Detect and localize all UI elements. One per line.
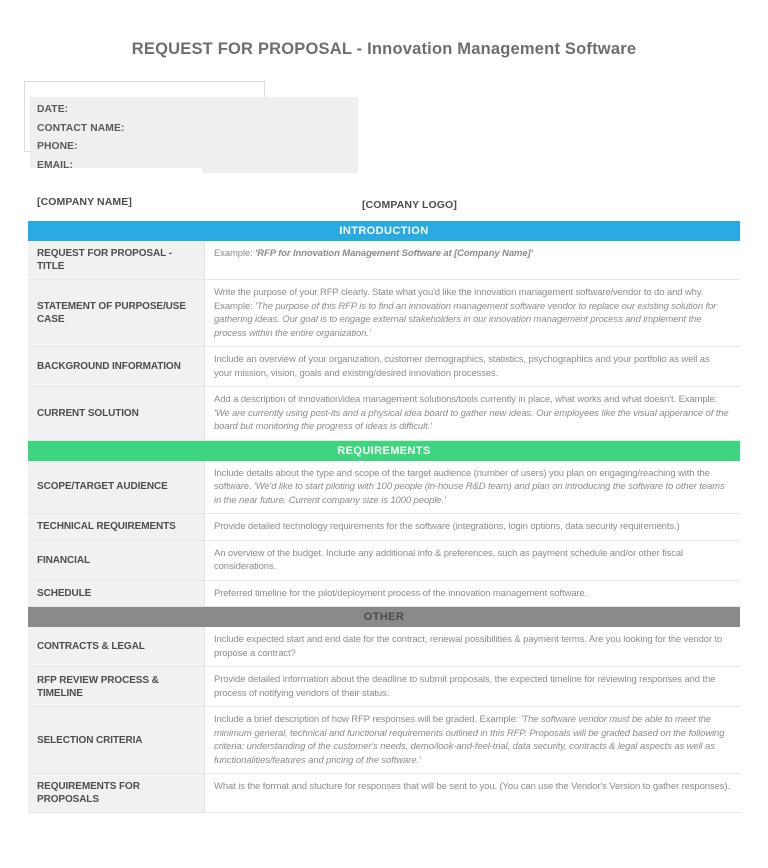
table-row: [28, 461, 740, 515]
description-text-segment: Include details about the type and scope of the target audience (number of users) you plan on engaging/reaching with the software.: [214, 467, 710, 492]
table-row: [28, 627, 740, 667]
row-label: TECHNICAL REQUIREMENTS: [28, 514, 205, 540]
contact-name-field-label: CONTACT NAME:: [37, 122, 125, 134]
rfp-table: [28, 221, 740, 813]
row-description: [205, 627, 740, 666]
row-description: [205, 707, 740, 773]
company-logo-placeholder: [COMPANY LOGO]: [362, 199, 457, 211]
table-row: [28, 541, 740, 581]
description-text-segment: 'The software vendor must be able to meet the minimum general, technical and functional requirements outlined in this RFP. Proposals will be graded based on the following criteria: understanding of the customer's needs, demo/look-and-feel-trial, data security, contracts & legal aspects as well as functionalities/features and pricing of the software.': [214, 714, 725, 766]
row-label: RFP REVIEW PROCESS & TIMELINE: [28, 667, 205, 706]
table-row: [28, 667, 740, 707]
table-row: [28, 707, 740, 774]
description-text-segment: Example:: [214, 248, 256, 259]
section-header-other: OTHER: [28, 607, 740, 627]
section-header-requirements: REQUIREMENTS: [28, 441, 740, 461]
table-row: [28, 774, 740, 812]
section-header-introduction: INTRODUCTION: [28, 221, 740, 241]
row-description: [205, 461, 740, 514]
row-description: [205, 241, 740, 279]
row-description: [205, 347, 740, 386]
description-text-segment: 'RFP for Innovation Management Software at [Company Name]': [255, 248, 533, 259]
row-description: [205, 280, 740, 346]
description-text-segment: Provide detailed information about the deadline to submit proposals, the expected timeline for reviewing responses and the process of notifying vendors of their status.: [214, 674, 716, 699]
description-text-segment: 'We'd like to start piloting with 100 people (in-house R&D team) and plan on introducing the software to other teams in the near future. Current company size is 1000 people.': [214, 481, 725, 506]
date-field-label: DATE:: [37, 103, 69, 115]
description-text-segment: What is the format and stucture for responses that will be sent to you. (You can use the Vendor's Version to gather responses).: [214, 781, 730, 792]
row-description: [205, 541, 740, 580]
description-text-segment: 'The purpose of this RFP is to find an innovation management software vendor to replace our existing solution for gathering ideas. Our goal is to engage external stakeholders in our innovation management process and implement the process within the entire organization.': [214, 300, 717, 339]
row-label: FINANCIAL: [28, 541, 205, 580]
row-label: SELECTION CRITERIA: [28, 707, 205, 773]
row-label: SCHEDULE: [28, 581, 205, 607]
contact-info-box: [30, 97, 358, 172]
row-label: REQUIREMENTS FOR PROPOSALS: [28, 774, 205, 812]
description-text-segment: Provide detailed technology requirements for the software (integrations, login options, data security requirements.): [214, 521, 680, 532]
description-text-segment: An overview of the budget. Include any additional info & preferences, such as payment schedule and/or other fiscal considerations.: [214, 547, 684, 572]
row-label: CURRENT SOLUTION: [28, 387, 205, 440]
description-text-segment: Preferred timeline for the pilot/deployment process of the innovation management software.: [214, 587, 588, 599]
row-description: [205, 667, 740, 706]
table-row: [28, 280, 740, 347]
description-text-segment: Include an overview of your organization, customer demographics, statistics, psychographics and your portfolio as well as your mission, vision, goals and existing/desired innovation processes.: [214, 354, 710, 379]
row-label: BACKGROUND INFORMATION: [28, 347, 205, 386]
row-label: CONTRACTS & LEGAL: [28, 627, 205, 666]
company-name-placeholder: [COMPANY NAME]: [37, 196, 132, 208]
contact-box-shadow-strip: [202, 168, 358, 173]
table-row: [28, 347, 740, 387]
description-text-segment: Add a description of innovation/idea management solutions/tools currently in place, what works and what doesn't. Example:: [214, 394, 718, 405]
row-description: [205, 514, 740, 540]
row-label: STATEMENT OF PURPOSE/USE CASE: [28, 280, 205, 346]
description-text-segment: Include expected start and end date for the contract, renewal possibilities & payment terms. Are you looking for the vendor to propose a contract?: [214, 634, 723, 659]
table-row: [28, 387, 740, 441]
page-title: REQUEST FOR PROPOSAL - Innovation Management Software: [131, 40, 637, 58]
phone-field-label: PHONE:: [37, 141, 78, 153]
row-description: [205, 774, 740, 812]
row-description: [205, 581, 740, 607]
table-row: [28, 514, 740, 541]
table-row: [28, 241, 740, 280]
description-text-segment: 'We are currently using post-its and a physical idea board to gather new ideas. Our employees like the visual apperance of the board but monitoring the progress of ideas is difficult.': [214, 407, 729, 432]
description-text-segment: Include a brief description of how RFP responses will be graded. Example:: [214, 714, 521, 725]
row-description: [205, 387, 740, 440]
email-field-label: EMAIL:: [37, 160, 74, 172]
table-row: [28, 581, 740, 608]
row-label: SCOPE/TARGET AUDIENCE: [28, 461, 205, 514]
description-text-segment: Write the purpose of your RFP clearly. State what you'd like the innovation management software/vendor to do and why. Example:: [214, 287, 704, 312]
row-label: REQUEST FOR PROPOSAL - TITLE: [28, 241, 205, 279]
